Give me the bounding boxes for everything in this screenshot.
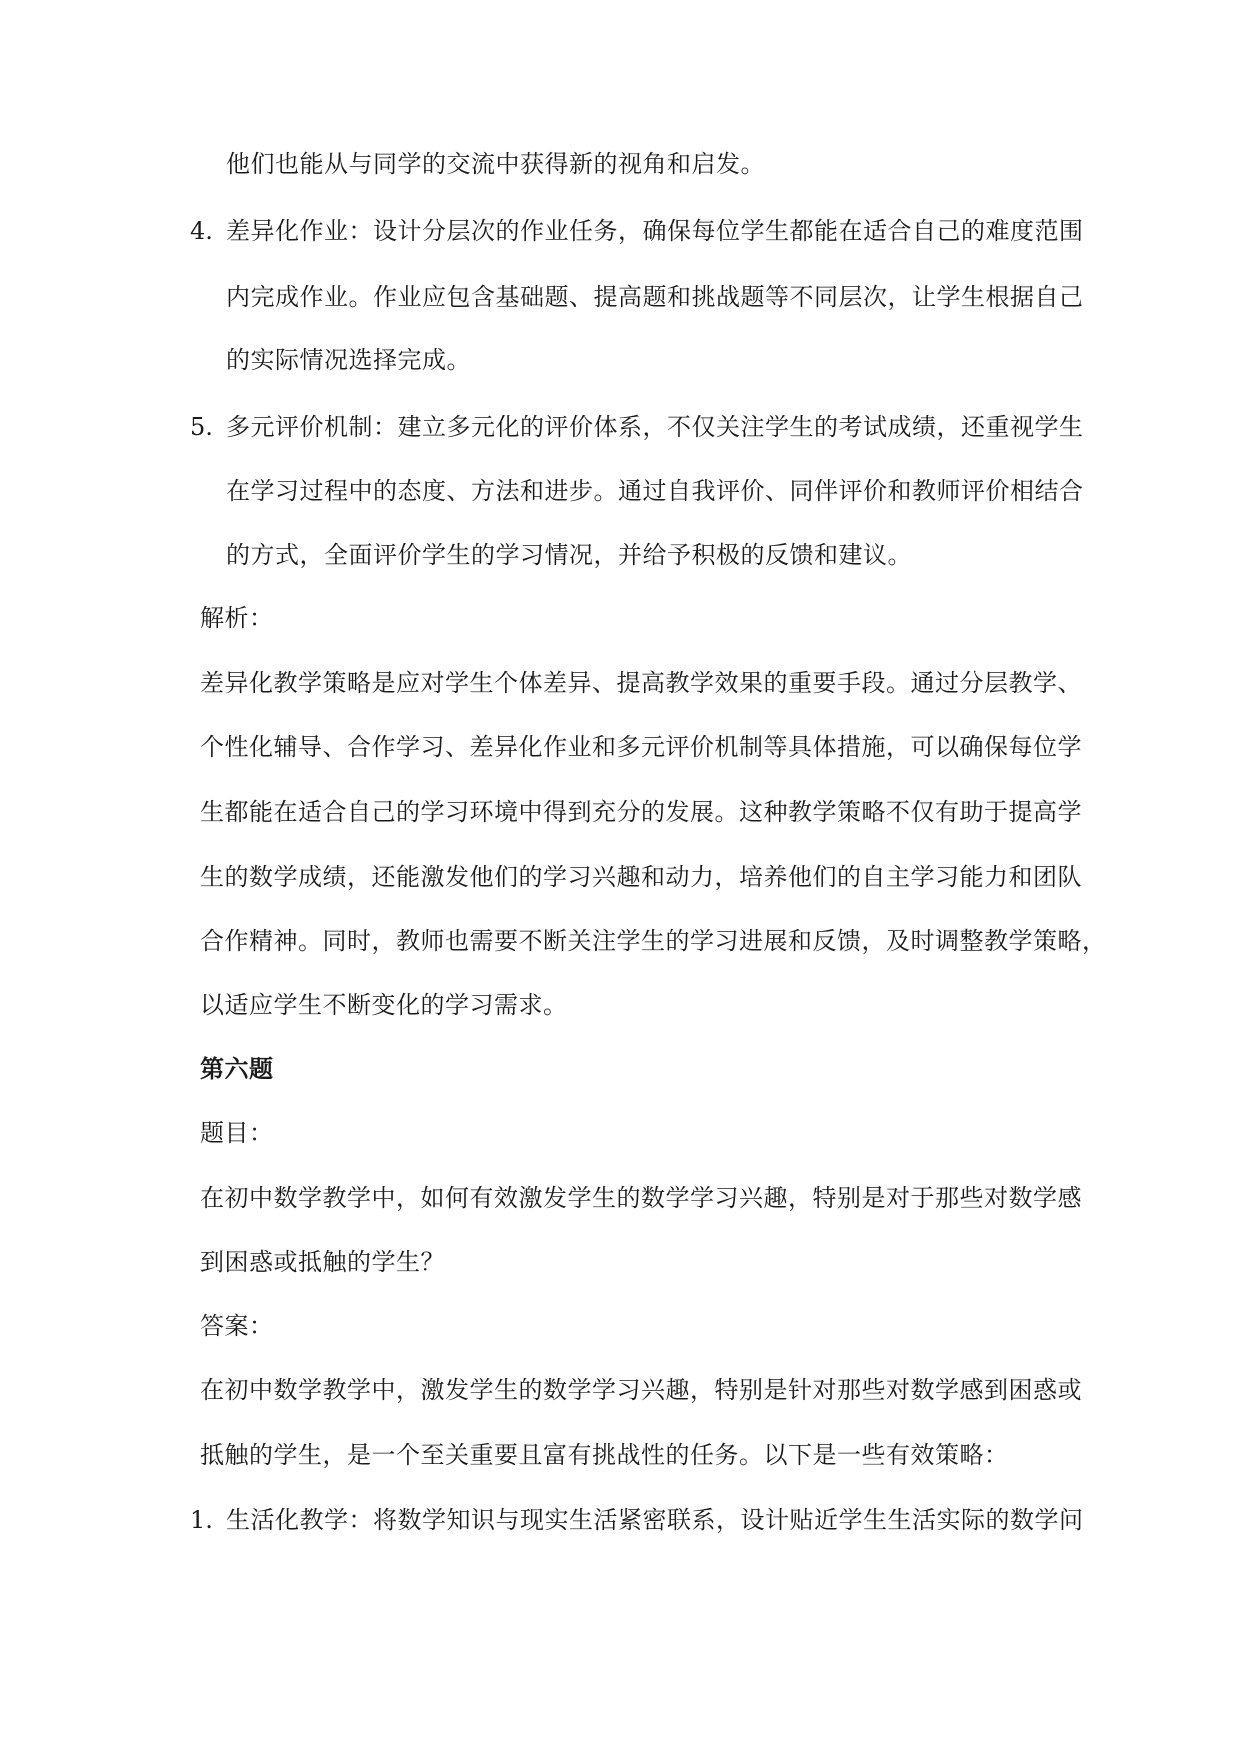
item5-line2: 在学习过程中的态度、方法和进步。通过自我评价、同伴评价和教师评价相结合: [226, 477, 1084, 505]
item4-line1: 差异化作业：设计分层次的作业任务，确保每位学生都能在适合自己的难度范围: [226, 217, 1084, 245]
analysis-label: 解析：: [200, 604, 274, 632]
question-label: 题目：: [200, 1119, 274, 1147]
item4-line2: 内完成作业。作业应包含基础题、提高题和挑战题等不同层次，让学生根据自己: [226, 283, 1084, 311]
analysis-line: 合作精神。同时，教师也需要不断关注学生的学习进展和反馈，及时调整教学策略，: [200, 927, 1107, 955]
analysis-line: 个性化辅导、合作学习、差异化作业和多元评价机制等具体措施，可以确保每位学: [200, 733, 1082, 761]
answer-line: 在初中数学教学中，激发学生的数学学习兴趣，特别是针对那些对数学感到困惑或: [200, 1376, 1082, 1404]
item1-number: 1.: [190, 1506, 213, 1534]
item5-line1: 多元评价机制：建立多元化的评价体系，不仅关注学生的考试成绩，还重视学生: [226, 413, 1084, 441]
item4-line3: 的实际情况选择完成。: [226, 346, 471, 374]
item5-line3: 的方式，全面评价学生的学习情况，并给予积极的反馈和建议。: [226, 541, 912, 569]
item4-number: 4.: [190, 217, 213, 245]
question-line: 在初中数学教学中，如何有效激发学生的数学学习兴趣，特别是对于那些对数学感: [200, 1184, 1082, 1212]
item5-number: 5.: [190, 413, 213, 441]
answer-label: 答案：: [200, 1312, 274, 1340]
item3-continuation: 他们也能从与同学的交流中获得新的视角和启发。: [226, 150, 765, 178]
answer-line: 抵触的学生，是一个至关重要且富有挑战性的任务。以下是一些有效策略：: [200, 1441, 1009, 1469]
analysis-line: 生的数学成绩，还能激发他们的学习兴趣和动力，培养他们的自主学习能力和团队: [200, 863, 1082, 891]
analysis-line: 差异化教学策略是应对学生个体差异、提高教学效果的重要手段。通过分层教学、: [200, 669, 1082, 697]
item1-line1: 生活化教学：将数学知识与现实生活紧密联系，设计贴近学生生活实际的数学问: [226, 1506, 1084, 1534]
analysis-line: 生都能在适合自己的学习环境中得到充分的发展。这种教学策略不仅有助于提高学: [200, 798, 1082, 826]
question-line: 到困惑或抵触的学生？: [200, 1248, 445, 1276]
analysis-line: 以适应学生不断变化的学习需求。: [200, 991, 568, 1019]
section-heading: 第六题: [200, 1055, 274, 1083]
